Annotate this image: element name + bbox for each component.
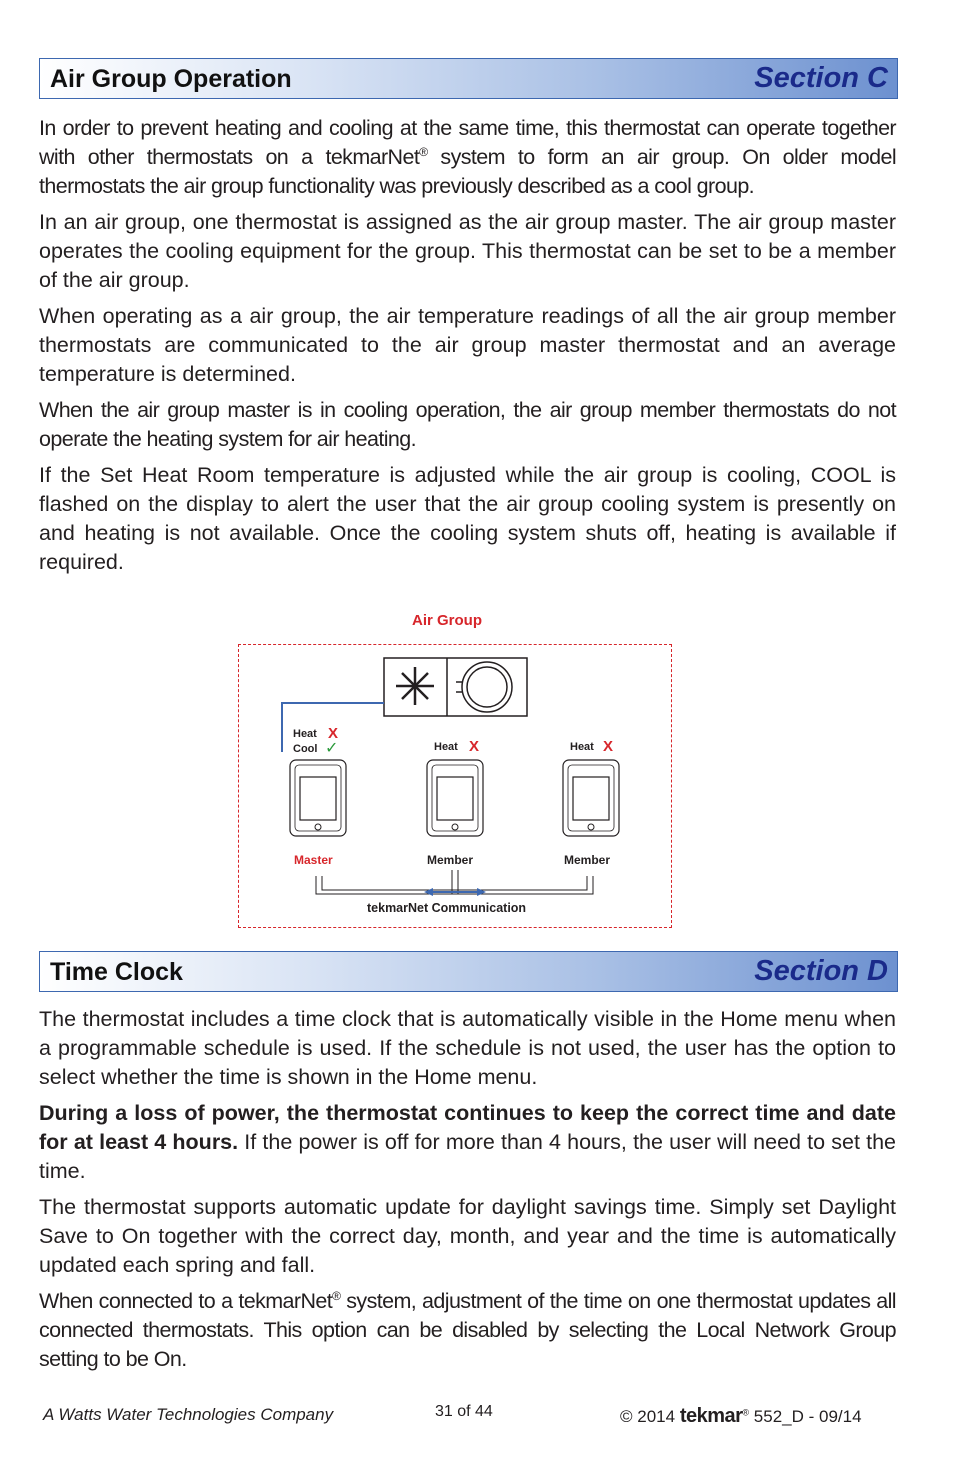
paragraph: When operating as a air group, the air temperature readings of all the air group member thermostats are communicated to the air group master thermostat and an average temperature is determined. <box>39 304 896 386</box>
master-heat-label: Heat <box>293 728 317 740</box>
paragraph: When connected to a tekmarNet® system, adjustment of the time on one thermostat updates all connected thermostats. This option can be disabled by selecting the Local Network Group setting to be On. <box>39 1288 896 1371</box>
cooling-unit-icon <box>384 658 527 716</box>
section-c-title: Air Group Operation <box>50 65 292 93</box>
section-d-body <box>39 1005 896 1381</box>
communication-label: tekmarNet Communication <box>367 901 527 915</box>
master-heat-x-icon: X <box>328 725 339 742</box>
diagram-title: Air Group <box>412 612 482 629</box>
section-c-body <box>39 114 896 584</box>
paragraph: In order to prevent heating and cooling at the same time, this thermostat can operate together with other thermostats on a tekmarNet® system to form an air group. On older model thermostats the air group functionality was previously described as a cool group. <box>39 116 896 198</box>
footer-company: A Watts Water Technologies Company <box>43 1405 334 1424</box>
member-heat-x-icon: X <box>603 738 614 755</box>
member-heat-x-icon: X <box>469 738 480 755</box>
section-d-title: Time Clock <box>50 958 183 986</box>
page-number: 31 of 44 <box>435 1403 493 1420</box>
paragraph: The thermostat includes a time clock that is automatically visible in the Home menu when a programmable schedule is used. If the schedule is not used, the user has the option to select whether the time is shown in the Home menu. <box>39 1007 896 1089</box>
network-wiring <box>316 870 593 894</box>
paragraph: If the Set Heat Room temperature is adjusted while the air group is cooling, COOL is flashed on the display to alert the user that the air group cooling system is presently on and heating is not available. Once the cooling system shuts off, heating is available if required. <box>39 463 896 574</box>
member-label: Member <box>427 853 474 867</box>
master-label: Master <box>294 853 333 867</box>
thermostat-member-icon <box>427 760 483 836</box>
section-c-label: Section C <box>754 62 888 94</box>
member-label: Member <box>564 853 611 867</box>
master-cool-check-icon: ✓ <box>325 740 339 757</box>
thermostat-master-icon <box>290 760 346 836</box>
communication-arrow-icon <box>424 888 486 896</box>
paragraph: The thermostat supports automatic update for daylight savings time. Simply set Daylight Save to On together with the correct day, month, and year and the time is automatically updated each spring and fall. <box>39 1195 896 1277</box>
master-cool-label: Cool <box>293 743 318 755</box>
member-heat-label: Heat <box>570 741 594 753</box>
section-c-header <box>39 58 898 99</box>
copyright: © 2014 <box>620 1407 676 1426</box>
tekmar-logo: tekmar <box>679 1405 743 1427</box>
member-heat-label: Heat <box>434 741 458 753</box>
paragraph: During a loss of power, the thermostat continues to keep the correct time and date for at least 4 hours. If the power is off for more than 4 hours, the user will need to set the time. <box>39 1101 896 1183</box>
thermostat-member-icon <box>563 760 619 836</box>
paragraph: When the air group master is in cooling operation, the air group member thermostats do not operate the heating system for air heating. <box>39 398 896 451</box>
section-d-header <box>39 951 898 992</box>
document-code: 552_D - 09/14 <box>753 1407 862 1426</box>
air-group-diagram <box>238 644 672 928</box>
paragraph: In an air group, one thermostat is assigned as the air group master. The air group master operates the cooling equipment for the group. This thermostat can be set to be a member of the air group. <box>39 210 896 292</box>
footer-doc-info <box>620 1405 862 1428</box>
brand-registered: ® <box>742 1407 750 1418</box>
section-d-label: Section D <box>754 955 888 987</box>
